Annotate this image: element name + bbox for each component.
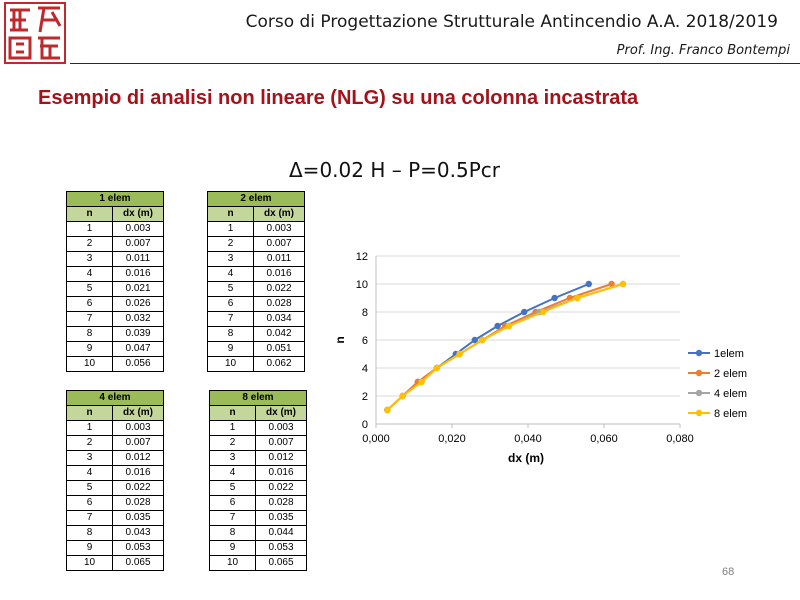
cell-dx: 0.062 [254, 357, 305, 372]
author-name: Prof. Ing. Franco Bontempi [616, 43, 790, 58]
table-1-elem [66, 191, 164, 372]
slide-title: Esempio di analisi non lineare (NLG) su una colonna incastrata [38, 87, 639, 109]
table-2-elem [207, 191, 305, 372]
cell-n: 7 [67, 511, 113, 526]
table-row [67, 421, 164, 436]
table-body [210, 421, 307, 571]
table-row [208, 327, 305, 342]
y-tick-label: 6 [361, 335, 368, 347]
data-point [434, 365, 440, 371]
table-row [208, 312, 305, 327]
y-tick-label: 12 [355, 251, 368, 263]
cell-dx: 0.016 [113, 466, 164, 481]
cell-n: 8 [67, 327, 113, 342]
table-4-elem [66, 390, 164, 571]
table-row [67, 451, 164, 466]
table-row [208, 237, 305, 252]
cell-n: 10 [67, 556, 113, 571]
table-row [208, 357, 305, 372]
table-row [210, 496, 307, 511]
page-number: 68 [722, 566, 735, 578]
table-8-elem [209, 390, 307, 571]
cell-dx: 0.028 [256, 496, 307, 511]
cell-n: 5 [210, 481, 256, 496]
cell-n: 9 [67, 342, 113, 357]
legend-swatch-marker [696, 390, 702, 396]
table-row [67, 327, 164, 342]
displacement-chart [330, 245, 780, 475]
table-row [208, 282, 305, 297]
data-point [384, 407, 390, 413]
cell-n: 4 [208, 267, 254, 282]
table-row [67, 357, 164, 372]
table-row [208, 267, 305, 282]
legend-swatch-marker [696, 370, 702, 376]
cell-n: 8 [210, 526, 256, 541]
data-point [506, 323, 512, 329]
column-header-n: n [67, 207, 113, 222]
table-row [67, 252, 164, 267]
data-point [586, 281, 592, 287]
cell-dx: 0.003 [256, 421, 307, 436]
column-header-n: n [67, 406, 113, 421]
table-row [67, 496, 164, 511]
series-line-3 [387, 284, 623, 410]
x-tick-label: 0,040 [514, 433, 542, 445]
table-row [67, 342, 164, 357]
course-title: Corso di Progettazione Strutturale Antincendio A.A. 2018/2019 [245, 12, 778, 32]
data-point [399, 393, 405, 399]
table-row [210, 526, 307, 541]
cell-dx: 0.016 [256, 466, 307, 481]
cell-dx: 0.016 [254, 267, 305, 282]
cell-dx: 0.007 [113, 237, 164, 252]
cell-dx: 0.003 [113, 421, 164, 436]
cell-n: 1 [208, 222, 254, 237]
cell-dx: 0.053 [256, 541, 307, 556]
cell-dx: 0.012 [256, 451, 307, 466]
table-row [210, 421, 307, 436]
legend-label: 4 elem [714, 388, 748, 400]
cell-n: 7 [208, 312, 254, 327]
cell-n: 10 [208, 357, 254, 372]
y-tick-label: 0 [361, 419, 368, 431]
series-line-2 [387, 284, 611, 410]
table-row [208, 342, 305, 357]
cell-n: 3 [67, 451, 113, 466]
y-tick-label: 4 [361, 363, 368, 375]
table-row [210, 451, 307, 466]
column-header-dx: dx (m) [113, 406, 164, 421]
y-tick-label: 8 [361, 307, 368, 319]
data-point [456, 351, 462, 357]
table-body [67, 421, 164, 571]
legend-label: 1elem [714, 348, 744, 360]
cell-dx: 0.016 [113, 267, 164, 282]
column-header-dx: dx (m) [254, 207, 305, 222]
cell-dx: 0.042 [254, 327, 305, 342]
data-point [521, 309, 527, 315]
cell-dx: 0.047 [113, 342, 164, 357]
cell-n: 9 [210, 541, 256, 556]
table-row [210, 466, 307, 481]
x-tick-label: 0,080 [666, 433, 694, 445]
cell-dx: 0.028 [254, 297, 305, 312]
cell-n: 8 [67, 526, 113, 541]
legend-label: 8 elem [714, 408, 748, 420]
cell-n: 1 [67, 222, 113, 237]
legend-swatch-marker [696, 350, 702, 356]
table-row [208, 222, 305, 237]
table-row [210, 481, 307, 496]
cell-n: 10 [210, 556, 256, 571]
table-body [67, 222, 164, 372]
cell-n: 6 [210, 496, 256, 511]
cell-dx: 0.011 [254, 252, 305, 267]
table-row [67, 222, 164, 237]
data-point [620, 281, 626, 287]
cell-dx: 0.007 [113, 436, 164, 451]
load-case-subtitle: Δ=0.02 H – P=0.5Pcr [289, 158, 500, 182]
cell-dx: 0.043 [113, 526, 164, 541]
data-point [418, 379, 424, 385]
cell-dx: 0.053 [113, 541, 164, 556]
series-line-4 [387, 284, 623, 410]
cell-dx: 0.007 [254, 237, 305, 252]
cell-n: 6 [208, 297, 254, 312]
x-tick-label: 0,020 [438, 433, 466, 445]
cell-dx: 0.026 [113, 297, 164, 312]
cell-dx: 0.034 [254, 312, 305, 327]
cell-n: 5 [208, 282, 254, 297]
table-caption: 1 elem [67, 192, 164, 207]
cell-n: 5 [67, 481, 113, 496]
table-row [67, 541, 164, 556]
cell-n: 3 [210, 451, 256, 466]
table-caption: 2 elem [208, 192, 305, 207]
cell-dx: 0.022 [254, 282, 305, 297]
cell-dx: 0.065 [256, 556, 307, 571]
cell-n: 7 [67, 312, 113, 327]
y-tick-label: 10 [355, 279, 368, 291]
table-row [67, 297, 164, 312]
cell-dx: 0.022 [256, 481, 307, 496]
y-axis-label: n [333, 336, 347, 344]
column-header-n: n [208, 207, 254, 222]
cell-n: 7 [210, 511, 256, 526]
data-point [479, 337, 485, 343]
column-header-dx: dx (m) [256, 406, 307, 421]
cell-dx: 0.035 [113, 511, 164, 526]
table-row [208, 252, 305, 267]
table-body [208, 222, 305, 372]
cell-dx: 0.011 [113, 252, 164, 267]
university-seal-logo [4, 2, 66, 64]
column-header-dx: dx (m) [113, 207, 164, 222]
table-row [67, 511, 164, 526]
cell-dx: 0.007 [256, 436, 307, 451]
cell-n: 3 [208, 252, 254, 267]
table-caption: 4 elem [67, 391, 164, 406]
x-tick-label: 0,000 [362, 433, 390, 445]
cell-n: 6 [67, 496, 113, 511]
table-row [208, 297, 305, 312]
legend-swatch-marker [696, 410, 702, 416]
table-caption: 8 elem [210, 391, 307, 406]
y-tick-label: 2 [361, 391, 368, 403]
cell-n: 4 [67, 267, 113, 282]
cell-n: 8 [208, 327, 254, 342]
cell-dx: 0.021 [113, 282, 164, 297]
x-axis-label: dx (m) [508, 451, 544, 465]
cell-n: 2 [210, 436, 256, 451]
cell-dx: 0.003 [254, 222, 305, 237]
table-row [67, 282, 164, 297]
cell-dx: 0.044 [256, 526, 307, 541]
table-row [210, 436, 307, 451]
cell-n: 4 [67, 466, 113, 481]
table-row [67, 237, 164, 252]
table-row [67, 526, 164, 541]
cell-dx: 0.022 [113, 481, 164, 496]
table-row [210, 541, 307, 556]
cell-dx: 0.032 [113, 312, 164, 327]
table-row [67, 466, 164, 481]
table-row [210, 511, 307, 526]
cell-dx: 0.051 [254, 342, 305, 357]
data-point [574, 295, 580, 301]
cell-dx: 0.003 [113, 222, 164, 237]
cell-dx: 0.012 [113, 451, 164, 466]
cell-dx: 0.065 [113, 556, 164, 571]
cell-n: 6 [67, 297, 113, 312]
x-tick-label: 0,060 [590, 433, 618, 445]
cell-n: 4 [210, 466, 256, 481]
data-point [551, 295, 557, 301]
cell-n: 10 [67, 357, 113, 372]
cell-n: 2 [67, 237, 113, 252]
cell-n: 5 [67, 282, 113, 297]
cell-n: 3 [67, 252, 113, 267]
cell-dx: 0.056 [113, 357, 164, 372]
header-divider [70, 63, 800, 64]
cell-n: 9 [67, 541, 113, 556]
cell-dx: 0.028 [113, 496, 164, 511]
legend-label: 2 elem [714, 368, 748, 380]
table-row [67, 556, 164, 571]
cell-n: 2 [67, 436, 113, 451]
cell-n: 1 [210, 421, 256, 436]
column-header-n: n [210, 406, 256, 421]
table-row [67, 267, 164, 282]
cell-n: 1 [67, 421, 113, 436]
cell-n: 9 [208, 342, 254, 357]
cell-dx: 0.039 [113, 327, 164, 342]
table-row [67, 312, 164, 327]
cell-n: 2 [208, 237, 254, 252]
table-row [67, 436, 164, 451]
cell-dx: 0.035 [256, 511, 307, 526]
table-row [67, 481, 164, 496]
table-row [210, 556, 307, 571]
data-point [540, 309, 546, 315]
